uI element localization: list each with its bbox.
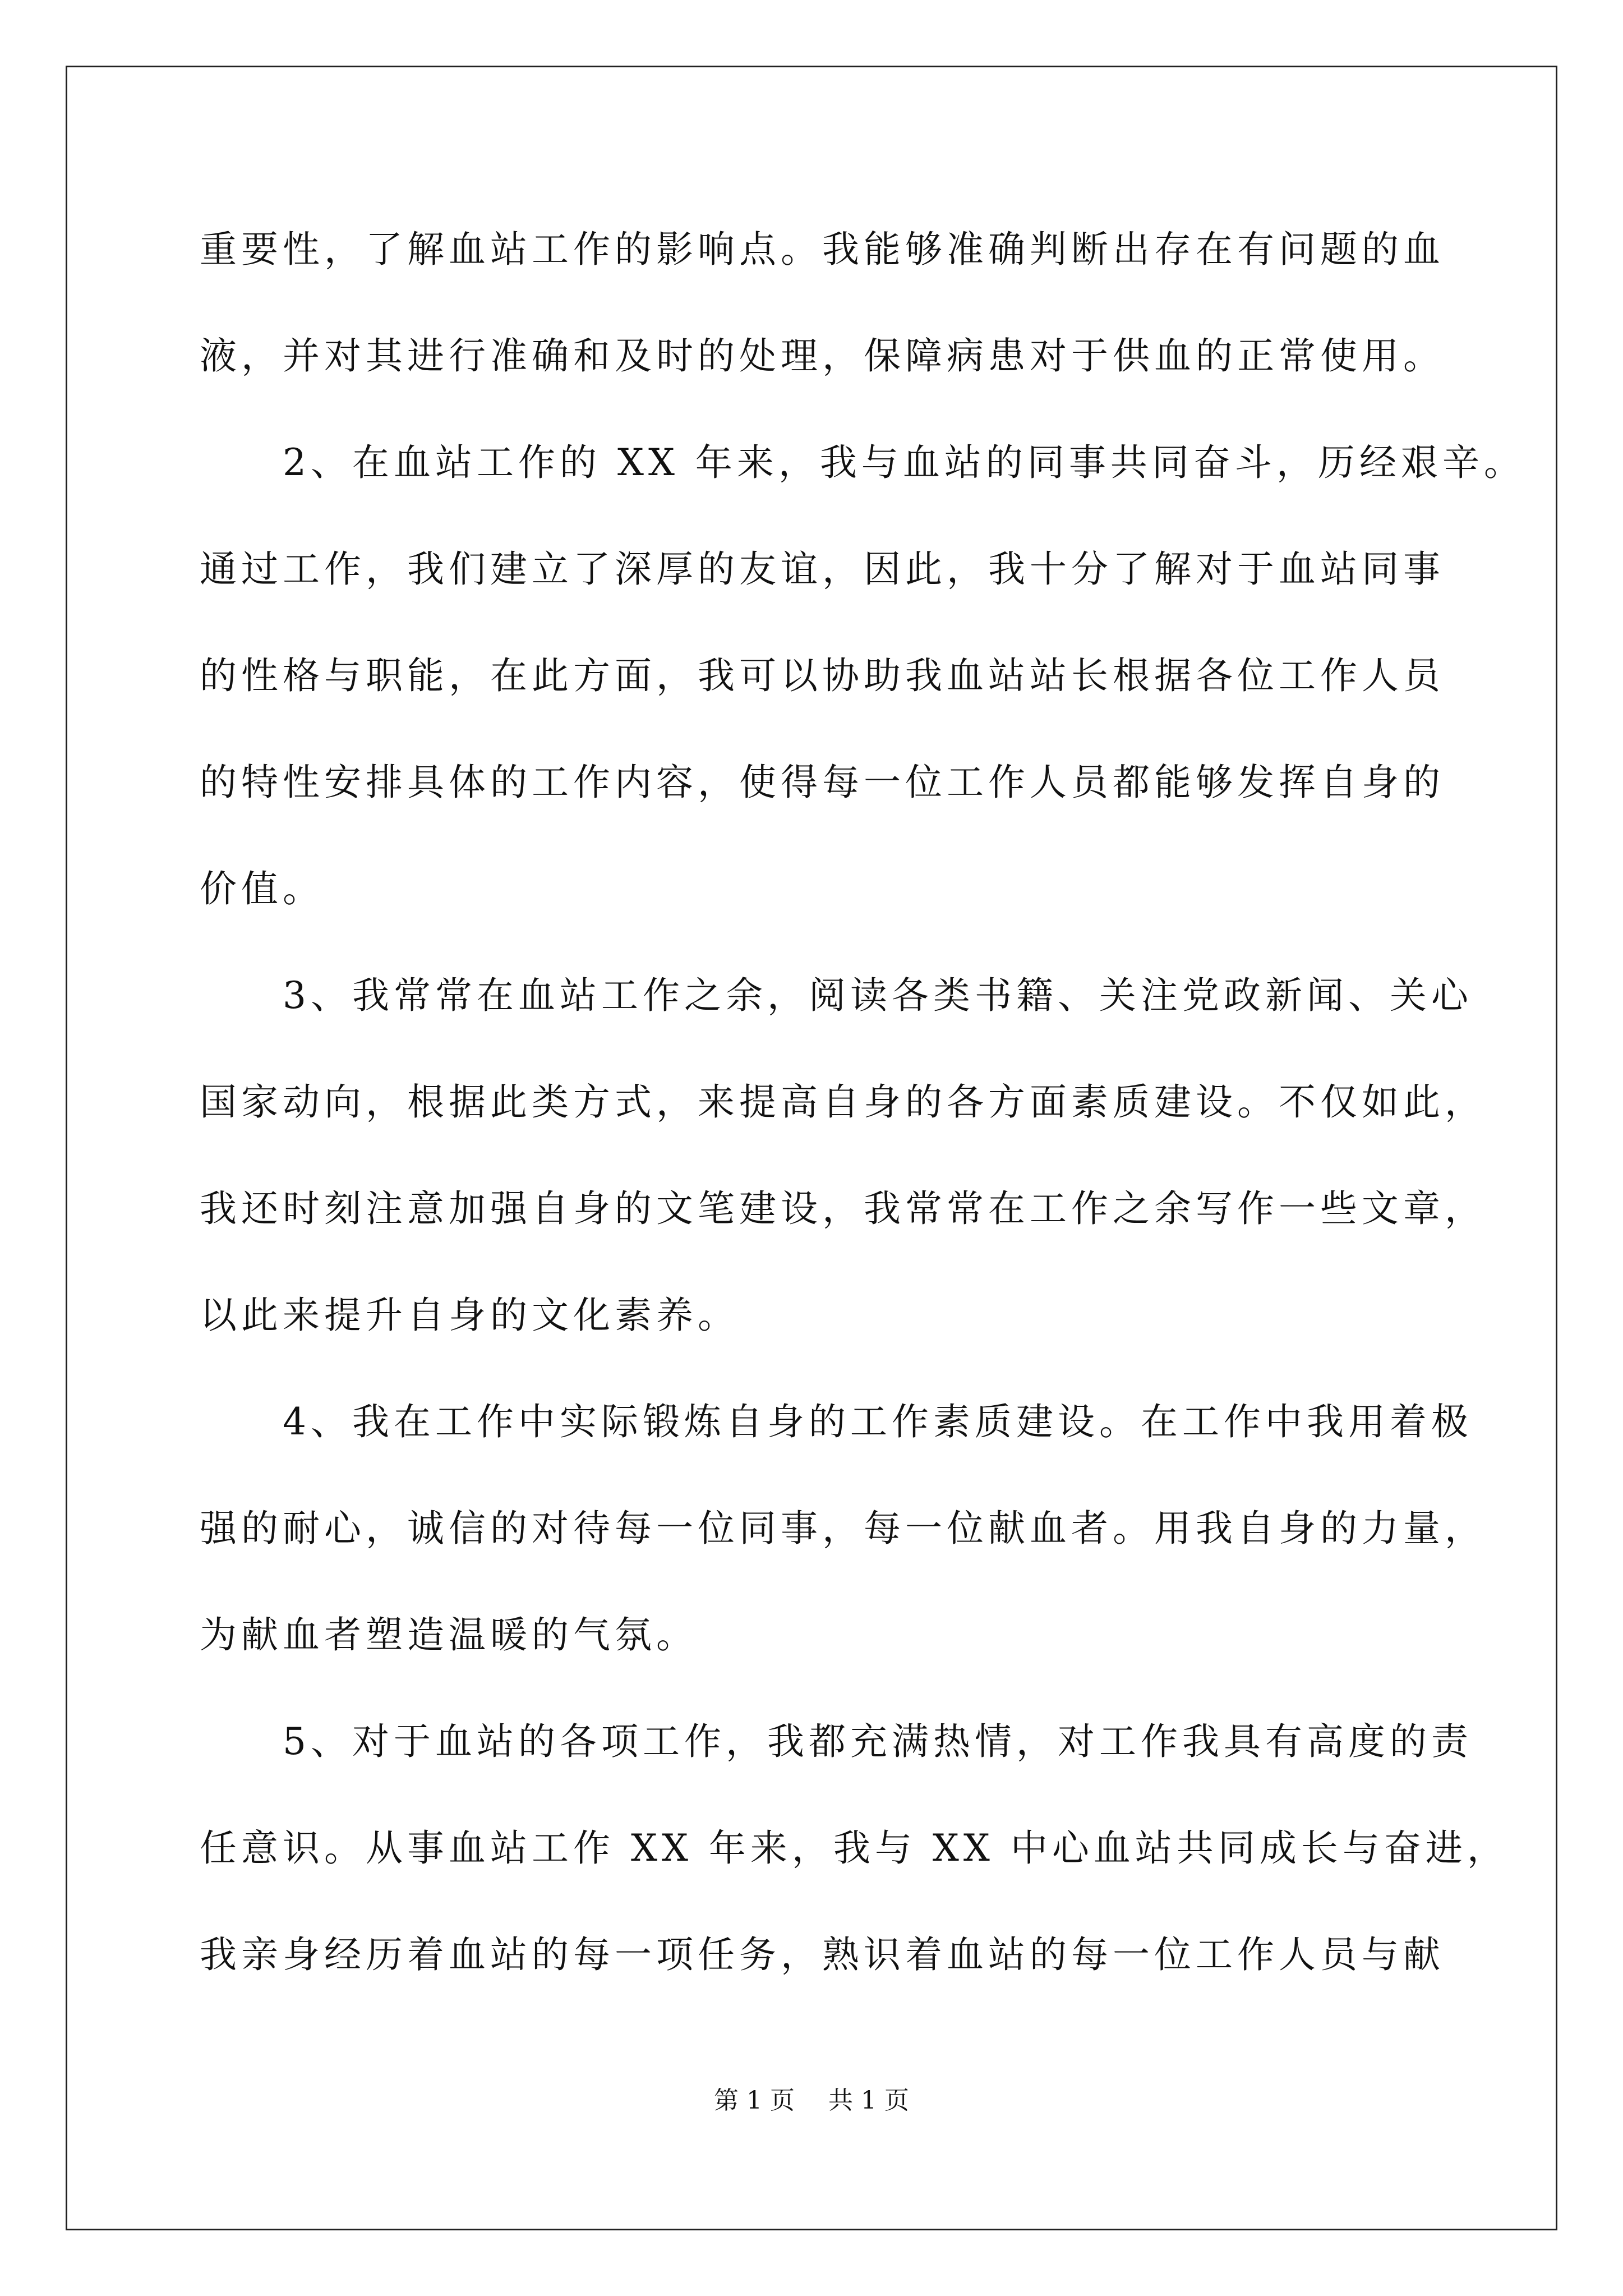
text-line: 价值。: [200, 867, 324, 910]
text-line: 液，并对其进行准确和及时的处理，保障病患对于供血的正常使用。: [200, 334, 1445, 378]
text-line: 我亲身经历着血站的每一项任务，熟识着血站的每一位工作人员与献: [200, 1933, 1445, 1976]
text-line: 为献血者塑造温暖的气氛。: [200, 1613, 698, 1657]
text-line: 以此来提升自身的文化素养。: [200, 1294, 739, 1337]
page-total: 共 1 页: [828, 2086, 909, 2115]
page-footer: [0, 2084, 1623, 2118]
text-line: 国家动向，根据此类方式，来提高自身的各方面素质建设。不仅如此，: [200, 1080, 1486, 1124]
text-line: 重要性，了解血站工作的影响点。我能够准确判断出存在有问题的血: [200, 228, 1445, 271]
text-line: 4、我在工作中实际锻炼自身的工作素质建设。在工作中我用着极: [200, 1400, 1473, 1443]
text-line: 2、在血站工作的 XX 年来，我与血站的同事共同奋斗，历经艰辛。: [200, 441, 1525, 484]
text-line: 通过工作，我们建立了深厚的友谊，因此，我十分了解对于血站同事: [200, 547, 1445, 591]
text-line: 5、对于血站的各项工作，我都充满热情，对工作我具有高度的责: [200, 1720, 1473, 1763]
page-number: 第 1 页: [714, 2086, 795, 2115]
text-line: 的性格与职能，在此方面，我可以协助我血站站长根据各位工作人员: [200, 654, 1445, 697]
text-line: 强的耐心，诚信的对待每一位同事，每一位献血者。用我自身的力量，: [200, 1507, 1486, 1550]
text-line: 任意识。从事血站工作 XX 年来，我与 XX 中心血站共同成长与奋进，: [200, 1826, 1509, 1870]
text-line: 的特性安排具体的工作内容，使得每一位工作人员都能够发挥自身的: [200, 761, 1445, 804]
text-line: 3、我常常在血站工作之余，阅读各类书籍、关注党政新闻、关心: [200, 974, 1473, 1017]
text-line: 我还时刻注意加强自身的文笔建设，我常常在工作之余写作一些文章，: [200, 1187, 1486, 1230]
document-body: [200, 213, 1525, 2025]
